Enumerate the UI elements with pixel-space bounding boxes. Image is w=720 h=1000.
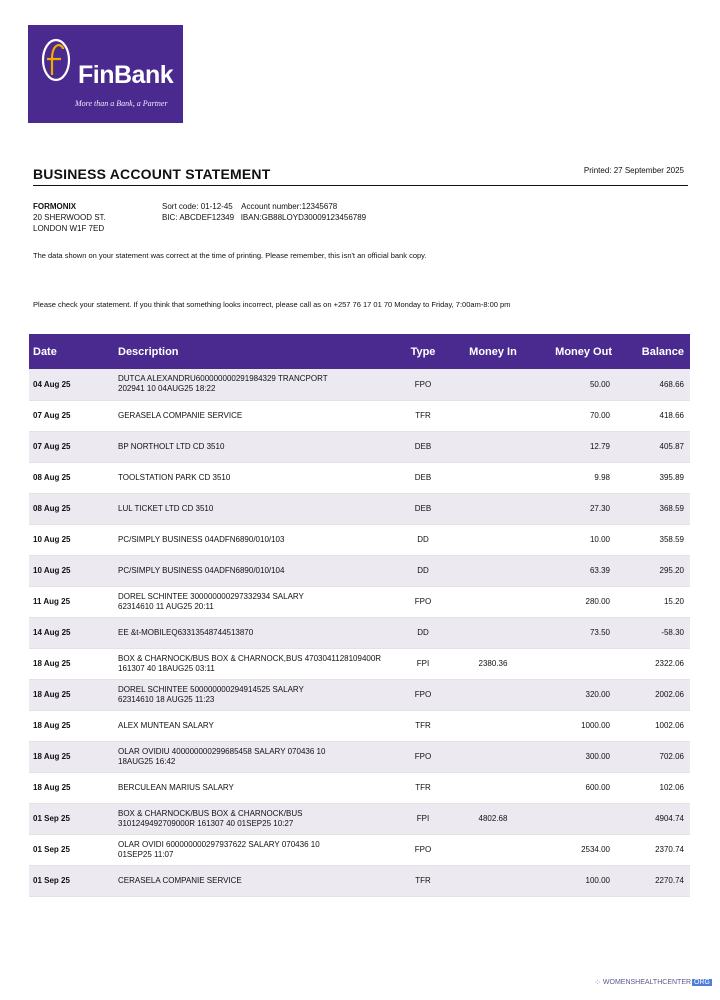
cell-date: 18 Aug 25: [29, 772, 114, 803]
description-line-1: OLAR OVIDIU 400000000299685458 SALARY 070436 10: [118, 746, 326, 756]
cell-type: FPO: [398, 369, 448, 400]
cell-money-out: 27.30: [538, 493, 626, 524]
cell-date: 18 Aug 25: [29, 741, 114, 772]
finbank-emblem-icon: [36, 35, 76, 85]
cell-money-out: [538, 648, 626, 679]
cell-date: 08 Aug 25: [29, 493, 114, 524]
cell-balance: 358.59: [626, 524, 690, 555]
dots-icon: ⁘: [594, 978, 601, 987]
cell-money-out: 63.39: [538, 555, 626, 586]
header-money-in: Money In: [469, 345, 517, 358]
cell-balance: 2270.74: [626, 865, 690, 896]
cell-description: [114, 555, 398, 586]
header-money-out: Money Out: [555, 345, 612, 358]
cell-date: 18 Aug 25: [29, 648, 114, 679]
header-type: Type: [410, 345, 436, 358]
cell-money-in: [448, 834, 538, 865]
cell-type: DEB: [398, 493, 448, 524]
cell-money-out: 10.00: [538, 524, 626, 555]
cell-balance: 468.66: [626, 369, 690, 400]
cell-money-in: [448, 369, 538, 400]
cell-money-out: 100.00: [538, 865, 626, 896]
cell-type: FPO: [398, 586, 448, 617]
cell-description: [114, 369, 398, 400]
cell-money-in: [448, 617, 538, 648]
header-date: Date: [33, 345, 57, 358]
cell-money-in: [448, 710, 538, 741]
table-row: [29, 555, 690, 586]
cell-date: 18 Aug 25: [29, 710, 114, 741]
table-row: [29, 679, 690, 710]
statement-title: BUSINESS ACCOUNT STATEMENT: [33, 166, 271, 182]
cell-balance: 1002.06: [626, 710, 690, 741]
cell-description: [114, 586, 398, 617]
cell-type: FPO: [398, 834, 448, 865]
transactions-table: [29, 334, 690, 897]
cell-money-in: [448, 586, 538, 617]
cell-balance: 2002.06: [626, 679, 690, 710]
table-row: [29, 586, 690, 617]
cell-date: 01 Sep 25: [29, 803, 114, 834]
cell-type: DD: [398, 555, 448, 586]
description-line-1: BOX & CHARNOCK/BUS BOX & CHARNOCK,BUS 4703041128109400R: [118, 653, 382, 663]
cell-balance: -58.30: [626, 617, 690, 648]
watermark-tld: ORG: [694, 979, 710, 986]
cell-balance: 702.06: [626, 741, 690, 772]
description-line-2: 202941 10 04AUG25 18:22: [118, 384, 216, 394]
cell-money-in: [448, 493, 538, 524]
cell-type: DD: [398, 524, 448, 555]
cell-money-out: 2534.00: [538, 834, 626, 865]
customer-name: FORMONIX: [33, 202, 77, 211]
description-line-1: TOOLSTATION PARK CD 3510: [118, 472, 231, 482]
description-line-2: 01SEP25 11:07: [118, 849, 174, 859]
cell-date: 04 Aug 25: [29, 369, 114, 400]
cell-balance: 418.66: [626, 400, 690, 431]
cell-money-in: [448, 431, 538, 462]
cell-date: 01 Sep 25: [29, 834, 114, 865]
header-balance: Balance: [641, 345, 684, 358]
cell-money-out: 50.00: [538, 369, 626, 400]
cell-date: 07 Aug 25: [29, 431, 114, 462]
table-row: [29, 803, 690, 834]
title-divider: [33, 185, 688, 186]
cell-money-out: 12.79: [538, 431, 626, 462]
cell-date: 10 Aug 25: [29, 555, 114, 586]
description-line-1: BOX & CHARNOCK/BUS BOX & CHARNOCK/BUS: [118, 808, 303, 818]
cell-type: FPI: [398, 803, 448, 834]
cell-description: [114, 834, 398, 865]
cell-description: [114, 772, 398, 803]
description-line-1: ALEX MUNTEAN SALARY: [118, 720, 214, 730]
description-line-1: LUL TICKET LTD CD 3510: [118, 503, 214, 513]
cell-description: [114, 462, 398, 493]
description-line-2: 3101249492709000R 161307 40 01SEP25 10:27: [118, 818, 294, 828]
cell-money-in: [448, 865, 538, 896]
cell-money-in: [448, 679, 538, 710]
cell-type: DEB: [398, 462, 448, 493]
description-line-1: PC/SIMPLY BUSINESS 04ADFN6890/010/103: [118, 534, 285, 544]
watermark-text: WOMENSHEALTHCENTER: [602, 979, 692, 986]
cell-description: [114, 710, 398, 741]
cell-description: [114, 431, 398, 462]
table-row: [29, 617, 690, 648]
cell-type: FPI: [398, 648, 448, 679]
bank-logo: [28, 25, 183, 123]
cell-money-out: [538, 803, 626, 834]
table-row: [29, 741, 690, 772]
description-line-1: OLAR OVIDI 600000000297937622 SALARY 070436 10: [118, 839, 320, 849]
table-row: [29, 493, 690, 524]
table-row: [29, 431, 690, 462]
table-row: [29, 865, 690, 896]
cell-description: [114, 741, 398, 772]
table-row: [29, 462, 690, 493]
table-row: [29, 772, 690, 803]
cell-balance: 2322.06: [626, 648, 690, 679]
cell-money-in: 2380.36: [448, 648, 538, 679]
cell-money-in: [448, 524, 538, 555]
cell-money-in: [448, 772, 538, 803]
watermark: [594, 978, 712, 987]
description-line-2: 18AUG25 16:42: [118, 756, 176, 766]
description-line-1: DOREL SCHINTEE 300000000297332934 SALARY: [118, 591, 304, 601]
cell-money-out: 9.98: [538, 462, 626, 493]
cell-description: [114, 617, 398, 648]
cell-date: 14 Aug 25: [29, 617, 114, 648]
cell-money-in: [448, 400, 538, 431]
table-row: [29, 648, 690, 679]
cell-date: 07 Aug 25: [29, 400, 114, 431]
cell-money-out: 70.00: [538, 400, 626, 431]
cell-type: DEB: [398, 431, 448, 462]
cell-description: [114, 400, 398, 431]
cell-description: [114, 803, 398, 834]
description-line-1: EE &t-MOBILEQ63313548744513870: [118, 627, 254, 637]
cell-money-in: 4802.68: [448, 803, 538, 834]
sort-code-account-number: Sort code: 01-12-45 Account number:12345678: [162, 202, 338, 211]
cell-type: TFR: [398, 400, 448, 431]
header-description: Description: [118, 345, 179, 358]
cell-description: [114, 493, 398, 524]
cell-money-in: [448, 741, 538, 772]
description-line-2: 161307 40 18AUG25 03:11: [118, 663, 215, 673]
table-row: [29, 834, 690, 865]
cell-date: 18 Aug 25: [29, 679, 114, 710]
cell-date: 10 Aug 25: [29, 524, 114, 555]
cell-balance: 4904.74: [626, 803, 690, 834]
transactions-body: [29, 369, 690, 896]
table-row: [29, 369, 690, 400]
cell-balance: 102.06: [626, 772, 690, 803]
cell-money-out: 1000.00: [538, 710, 626, 741]
cell-type: FPO: [398, 741, 448, 772]
cell-date: 11 Aug 25: [29, 586, 114, 617]
cell-money-out: 300.00: [538, 741, 626, 772]
address-line-1: 20 SHERWOOD ST.: [33, 213, 106, 222]
printed-date: Printed: 27 September 2025: [583, 166, 684, 175]
description-line-2: 62314610 18 AUG25 11:23: [118, 694, 215, 704]
table-row: [29, 400, 690, 431]
cell-description: [114, 524, 398, 555]
cell-balance: 405.87: [626, 431, 690, 462]
bic-iban: BIC: ABCDEF12349 IBAN:GB88LOYD30009123456789: [162, 213, 367, 222]
cell-type: TFR: [398, 772, 448, 803]
description-line-1: BP NORTHOLT LTD CD 3510: [118, 441, 225, 451]
cell-balance: 2370.74: [626, 834, 690, 865]
cell-balance: 395.89: [626, 462, 690, 493]
cell-description: [114, 865, 398, 896]
description-line-1: CERASELA COMPANIE SERVICE: [118, 875, 242, 885]
bank-name: FinBank: [78, 61, 174, 89]
description-line-1: DOREL SCHINTEE 500000000294914525 SALARY: [118, 684, 304, 694]
bank-tagline: More than a Bank, a Partner: [75, 99, 168, 108]
description-line-1: PC/SIMPLY BUSINESS 04ADFN6890/010/104: [118, 565, 285, 575]
cell-balance: 295.20: [626, 555, 690, 586]
cell-type: TFR: [398, 710, 448, 741]
cell-money-out: 280.00: [538, 586, 626, 617]
account-details: [162, 201, 366, 223]
cell-money-in: [448, 462, 538, 493]
description-line-1: BERCULEAN MARIUS SALARY: [118, 782, 234, 792]
table-row: [29, 710, 690, 741]
cell-balance: 15.20: [626, 586, 690, 617]
description-line-1: DUTCA ALEXANDRU600000000291984329 TRANCPORT: [118, 374, 328, 384]
cell-money-in: [448, 555, 538, 586]
data-accuracy-note: The data shown on your statement was correct at the time of printing. Please remember, this isn't an official bank copy.: [33, 251, 427, 260]
cell-type: TFR: [398, 865, 448, 896]
check-statement-note: Please check your statement. If you think that something looks incorrect, please call as on +257 76 17 01 70 Monday to Friday, 7:00am-8:00 pm: [33, 300, 511, 309]
cell-description: [114, 679, 398, 710]
cell-balance: 368.59: [626, 493, 690, 524]
cell-type: DD: [398, 617, 448, 648]
cell-money-out: 73.50: [538, 617, 626, 648]
cell-date: 08 Aug 25: [29, 462, 114, 493]
table-row: [29, 524, 690, 555]
description-line-1: GERASELA COMPANIE SERVICE: [118, 410, 243, 420]
cell-description: [114, 648, 398, 679]
cell-type: FPO: [398, 679, 448, 710]
table-header-row: [29, 334, 690, 369]
cell-date: 01 Sep 25: [29, 865, 114, 896]
cell-money-out: 320.00: [538, 679, 626, 710]
description-line-2: 62314610 11 AUG25 20:11: [118, 601, 214, 611]
customer-address: [33, 201, 106, 234]
cell-money-out: 600.00: [538, 772, 626, 803]
address-line-2: LONDON W1F 7ED: [33, 224, 105, 233]
